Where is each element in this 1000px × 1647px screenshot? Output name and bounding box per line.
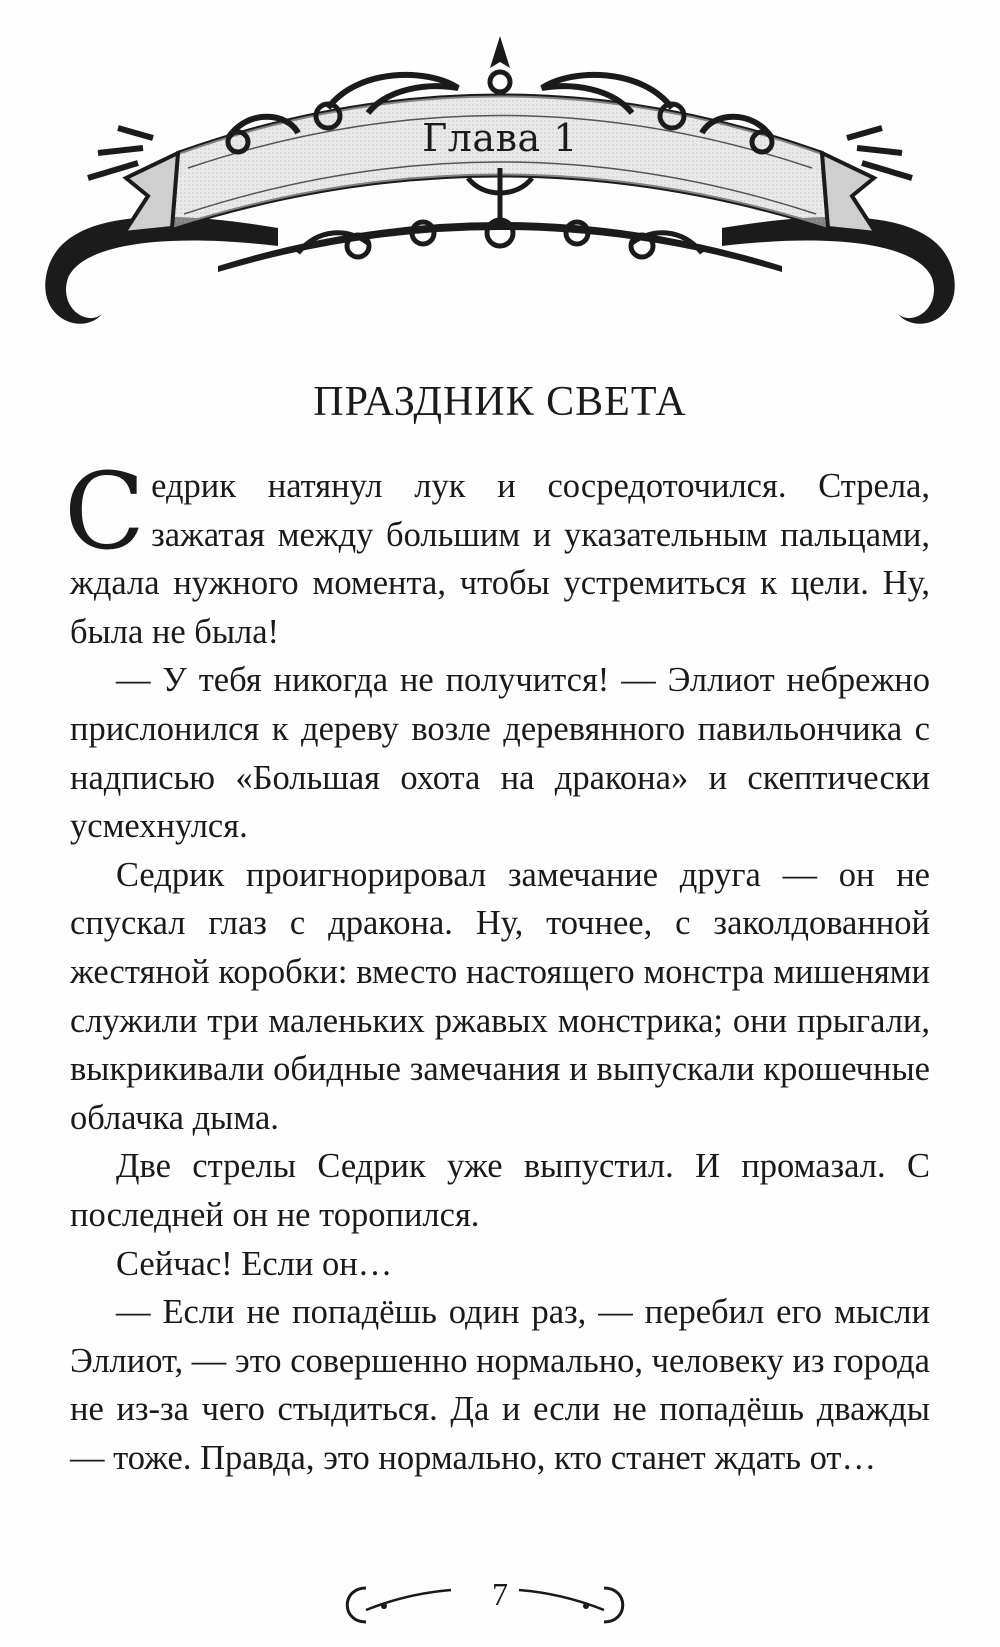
chapter-title: ПРАЗДНИК СВЕТА [313, 379, 687, 425]
paragraph-5: Сейчас! Если он… [116, 1244, 393, 1283]
left-outer-curl [45, 217, 278, 324]
footer-right-flourish [514, 1570, 634, 1630]
paragraph-1-text: едрик натянул лук и сосредоточился. Стрела, зажатая между большим и указательным пальцами, ждала нужного момента, чтобы устремиться к цели. Ну, была не была! [70, 467, 930, 651]
drop-cap: С [64, 450, 146, 573]
paragraph-1 [64, 450, 930, 656]
page-number: 7 [492, 1576, 508, 1612]
paragraph-4: Две стрелы Седрик уже выпустил. И промазал. С последней он не торопился. [70, 1147, 930, 1234]
paragraph-2: — У тебя никогда не получится! — Эллиот небрежно прислонился к дереву возле деревянного павильончика с надписью «Большая охота на дракона» и скептически усмехнулся. [70, 661, 930, 846]
paragraph-3: Седрик проигнорировал замечание друга — он не спускал глаз с дракона. Ну, точнее, с заколдованной жестяной коробки: вместо настоящего монстра мишенями служили три маленьких ржавых монстрика; они прыгали, выкрикивали обидные замечания и выпускали крошечные облачка дыма. [70, 855, 930, 1137]
page-footer [0, 1570, 1000, 1630]
chapter-label: Глава 1 [422, 116, 578, 160]
paragraph-6: — Если не попадёшь один раз, — перебил его мысли Эллиот, — это совершенно нормально, человеку из города не из-за чего стыдиться. Да и если не попадёшь дважды — тоже. Правда, это нормально, кто станет ждать от… [70, 1293, 930, 1477]
chapter-header-ornament [28, 28, 972, 358]
chapter-body [64, 450, 930, 1482]
right-outer-curl [722, 217, 955, 324]
